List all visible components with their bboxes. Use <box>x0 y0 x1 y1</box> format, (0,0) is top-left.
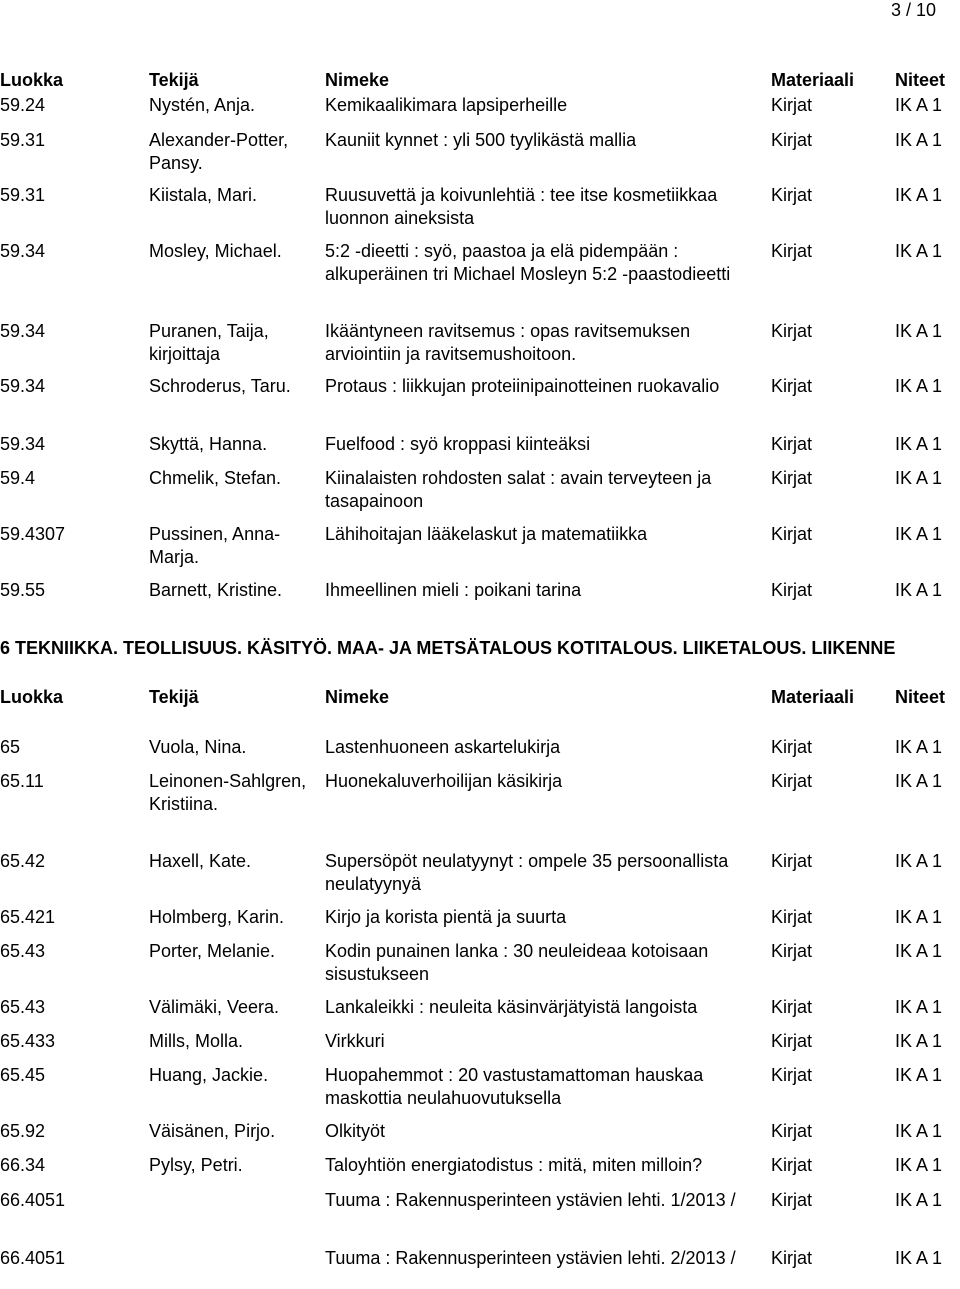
cell-materiaali: Kirjat <box>771 907 813 927</box>
cell-luokka: 66.4051 <box>0 1248 66 1268</box>
cell-niteet: IK A 1 <box>895 907 943 927</box>
cell-niteet: IK A 1 <box>895 737 943 757</box>
col-luokka: Luokka <box>0 70 64 90</box>
cell-niteet: IK A 1 <box>895 580 943 600</box>
cell-nimeke: Huopahemmot : 20 vastustamattoman hauskaa maskottia neulahuovutuksella <box>325 1065 704 1108</box>
cell-luokka: 59.34 <box>0 434 46 454</box>
cell-materiaali: Kirjat <box>771 580 813 600</box>
cell-materiaali: Kirjat <box>771 941 813 961</box>
cell-tekija: Schroderus, Taru. <box>149 376 291 396</box>
cell-nimeke: Kemikaalikimara lapsiperheille <box>325 95 568 115</box>
cell-tekija: Porter, Melanie. <box>149 941 276 961</box>
col-nimeke: Nimeke <box>325 687 390 707</box>
cell-luokka: 65.11 <box>0 771 44 791</box>
col-niteet: Niteet <box>895 70 946 90</box>
cell-materiaali: Kirjat <box>771 1190 813 1210</box>
cell-nimeke: Supersöpöt neulatyynyt : ompele 35 persoonallista neulatyynyä <box>325 851 729 894</box>
col-tekija: Tekijä <box>149 70 199 90</box>
cell-materiaali: Kirjat <box>771 130 813 150</box>
cell-tekija: Chmelik, Stefan. <box>149 468 282 488</box>
cell-luokka: 65 <box>0 737 21 757</box>
cell-nimeke: Huonekaluverhoilijan käsikirja <box>325 771 563 791</box>
cell-luokka: 65.421 <box>0 907 56 927</box>
cell-niteet: IK A 1 <box>895 321 943 341</box>
cell-materiaali: Kirjat <box>771 1121 813 1141</box>
page-number: 3 / 10 <box>890 0 936 20</box>
cell-tekija: Huang, Jackie. <box>149 1065 269 1085</box>
cell-niteet: IK A 1 <box>895 524 943 544</box>
cell-nimeke: Lähihoitajan lääkelaskut ja matematiikka <box>325 524 648 544</box>
cell-nimeke: Ruusuvettä ja koivunlehtiä : tee itse kosmetiikkaa luonnon aineksista <box>325 185 718 228</box>
col-tekija: Tekijä <box>149 687 199 707</box>
cell-luokka: 65.433 <box>0 1031 56 1051</box>
cell-nimeke: Olkityöt <box>325 1121 386 1141</box>
cell-materiaali: Kirjat <box>771 1065 813 1085</box>
cell-nimeke: 5:2 -dieetti : syö, paastoa ja elä pidempään : alkuperäinen tri Michael Mosleyn 5:2 -paastodieetti <box>325 241 731 284</box>
cell-luokka: 59.31 <box>0 130 46 150</box>
cell-tekija: Haxell, Kate. <box>149 851 252 871</box>
cell-tekija: Alexander-Potter, Pansy. <box>149 130 289 173</box>
col-materiaali: Materiaali <box>771 70 855 90</box>
cell-luokka: 66.4051 <box>0 1190 66 1210</box>
cell-nimeke: Lastenhuoneen askartelukirja <box>325 737 561 757</box>
table-header <box>0 69 960 93</box>
cell-luokka: 66.34 <box>0 1155 46 1175</box>
cell-niteet: IK A 1 <box>895 130 943 150</box>
cell-luokka: 65.43 <box>0 997 46 1017</box>
cell-luokka: 59.34 <box>0 321 46 341</box>
col-nimeke: Nimeke <box>325 70 390 90</box>
cell-tekija: Pussinen, Anna-Marja. <box>149 524 281 567</box>
cell-niteet: IK A 1 <box>895 185 943 205</box>
cell-niteet: IK A 1 <box>895 1031 943 1051</box>
cell-niteet: IK A 1 <box>895 1190 943 1210</box>
cell-niteet: IK A 1 <box>895 434 943 454</box>
cell-niteet: IK A 1 <box>895 1248 943 1268</box>
cell-luokka: 59.55 <box>0 580 46 600</box>
cell-materiaali: Kirjat <box>771 851 813 871</box>
cell-materiaali: Kirjat <box>771 185 813 205</box>
col-niteet: Niteet <box>895 687 946 707</box>
cell-tekija: Mills, Molla. <box>149 1031 244 1051</box>
cell-materiaali: Kirjat <box>771 1031 813 1051</box>
cell-luokka: 59.24 <box>0 95 46 115</box>
cell-niteet: IK A 1 <box>895 851 943 871</box>
cell-nimeke: Fuelfood : syö kroppasi kiinteäksi <box>325 434 591 454</box>
cell-luokka: 65.45 <box>0 1065 46 1085</box>
cell-tekija: Skyttä, Hanna. <box>149 434 268 454</box>
cell-materiaali: Kirjat <box>771 376 813 396</box>
cell-luokka: 65.43 <box>0 941 46 961</box>
cell-tekija: Vuola, Nina. <box>149 737 247 757</box>
cell-nimeke: Taloyhtiön energiatodistus : mitä, miten milloin? <box>325 1155 703 1175</box>
cell-materiaali: Kirjat <box>771 321 813 341</box>
cell-nimeke: Kirjo ja korista pientä ja suurta <box>325 907 567 927</box>
cell-tekija: Kiistala, Mari. <box>149 185 258 205</box>
cell-materiaali: Kirjat <box>771 434 813 454</box>
cell-nimeke: Kauniit kynnet : yli 500 tyylikästä mallia <box>325 130 637 150</box>
cell-tekija: Holmberg, Karin. <box>149 907 285 927</box>
cell-nimeke: Kodin punainen lanka : 30 neuleideaa kotoisaan sisustukseen <box>325 941 709 984</box>
cell-tekija: Leinonen-Sahlgren, Kristiina. <box>149 771 307 814</box>
cell-nimeke: Protaus : liikkujan proteiinipainotteinen ruokavalio <box>325 376 720 396</box>
cell-nimeke: Virkkuri <box>325 1031 385 1051</box>
cell-tekija: Barnett, Kristine. <box>149 580 283 600</box>
section-heading: 6 TEKNIIKKA. TEOLLISUUS. KÄSITYÖ. MAA- JA METSÄTALOUS KOTITALOUS. LIIKETALOUS. LIIKENNE <box>0 638 896 658</box>
cell-materiaali: Kirjat <box>771 1248 813 1268</box>
cell-niteet: IK A 1 <box>895 771 943 791</box>
table-header-2 <box>0 686 960 710</box>
cell-tekija: Nystén, Anja. <box>149 95 256 115</box>
cell-luokka: 65.92 <box>0 1121 46 1141</box>
cell-tekija: Välimäki, Veera. <box>149 997 280 1017</box>
cell-niteet: IK A 1 <box>895 1065 943 1085</box>
cell-nimeke: Tuuma : Rakennusperinteen ystävien lehti. 2/2013 / <box>325 1248 736 1268</box>
cell-luokka: 65.42 <box>0 851 46 871</box>
cell-materiaali: Kirjat <box>771 1155 813 1175</box>
cell-luokka: 59.4307 <box>0 524 66 544</box>
col-luokka: Luokka <box>0 687 64 707</box>
cell-tekija: Pylsy, Petri. <box>149 1155 243 1175</box>
cell-materiaali: Kirjat <box>771 771 813 791</box>
cell-nimeke: Tuuma : Rakennusperinteen ystävien lehti. 1/2013 / <box>325 1190 736 1210</box>
cell-materiaali: Kirjat <box>771 95 813 115</box>
cell-tekija: Väisänen, Pirjo. <box>149 1121 276 1141</box>
cell-nimeke: Ikääntyneen ravitsemus : opas ravitsemuksen arviointiin ja ravitsemushoitoon. <box>325 321 691 364</box>
cell-luokka: 59.31 <box>0 185 46 205</box>
cell-materiaali: Kirjat <box>771 997 813 1017</box>
cell-luokka: 59.34 <box>0 376 46 396</box>
cell-tekija: Mosley, Michael. <box>149 241 282 261</box>
cell-materiaali: Kirjat <box>771 737 813 757</box>
cell-niteet: IK A 1 <box>895 941 943 961</box>
cell-niteet: IK A 1 <box>895 95 943 115</box>
cell-niteet: IK A 1 <box>895 1155 943 1175</box>
cell-materiaali: Kirjat <box>771 468 813 488</box>
cell-niteet: IK A 1 <box>895 468 943 488</box>
col-materiaali: Materiaali <box>771 687 855 707</box>
cell-niteet: IK A 1 <box>895 997 943 1017</box>
cell-niteet: IK A 1 <box>895 1121 943 1141</box>
cell-nimeke: Lankaleikki : neuleita käsinvärjätyistä langoista <box>325 997 698 1017</box>
cell-tekija: Puranen, Taija, kirjoittaja <box>149 321 269 364</box>
cell-niteet: IK A 1 <box>895 376 943 396</box>
cell-niteet: IK A 1 <box>895 241 943 261</box>
cell-materiaali: Kirjat <box>771 524 813 544</box>
cell-nimeke: Kiinalaisten rohdosten salat : avain terveyteen ja tasapainoon <box>325 468 712 511</box>
cell-luokka: 59.4 <box>0 468 36 488</box>
cell-luokka: 59.34 <box>0 241 46 261</box>
cell-nimeke: Ihmeellinen mieli : poikani tarina <box>325 580 582 600</box>
cell-materiaali: Kirjat <box>771 241 813 261</box>
